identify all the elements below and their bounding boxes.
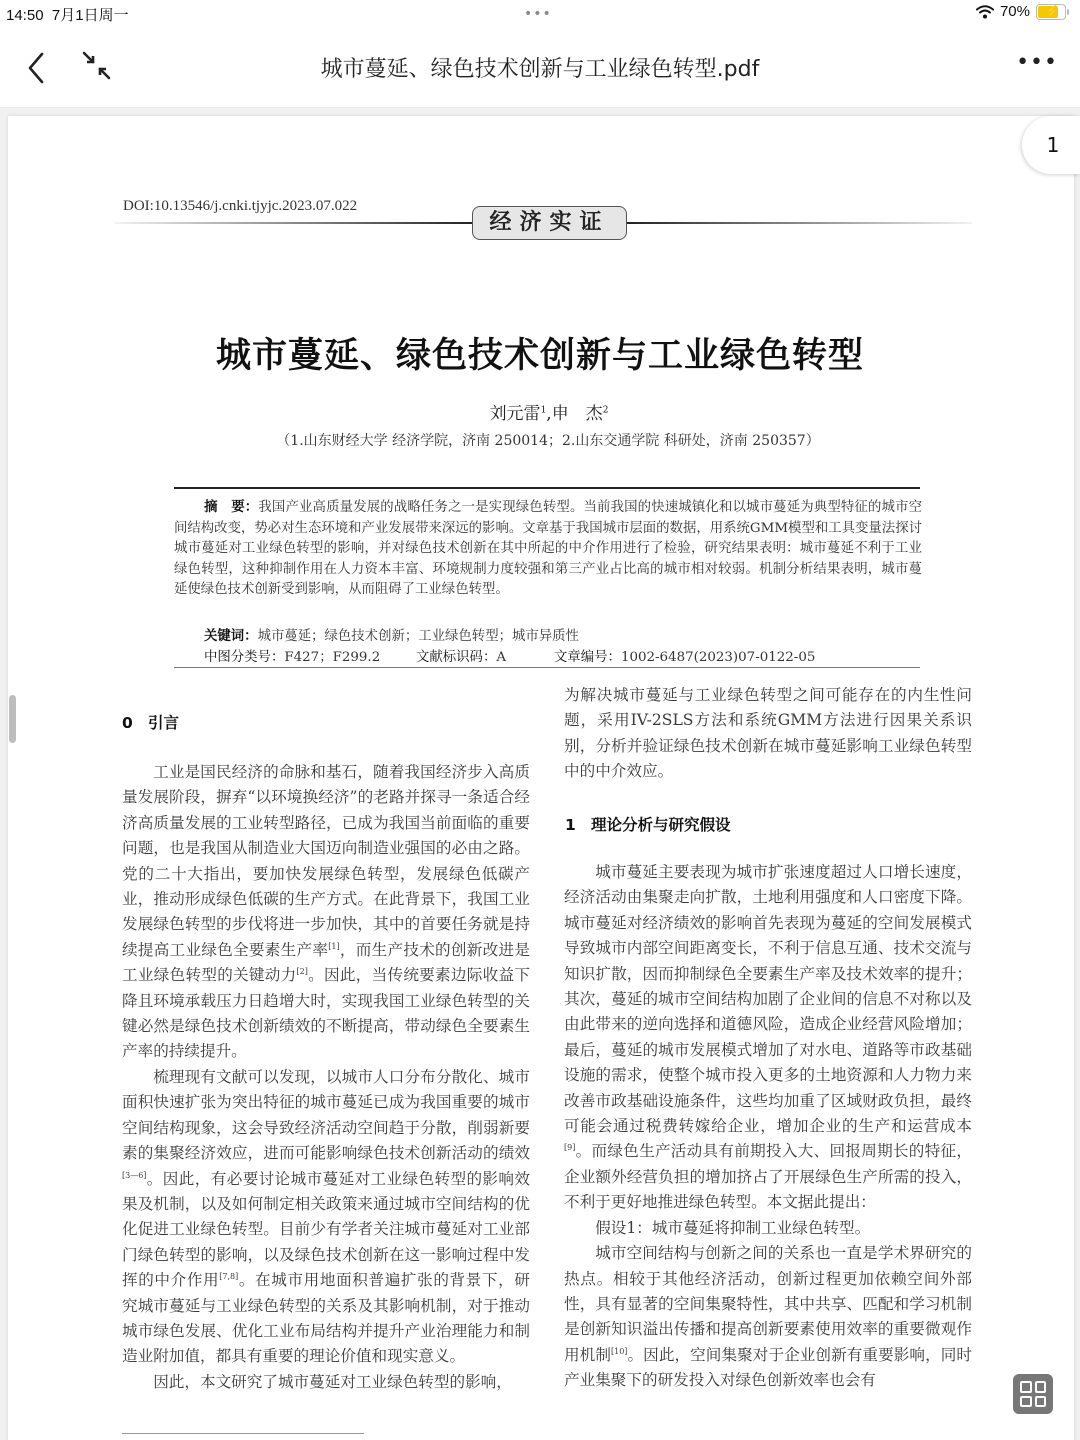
multitask-dots-icon[interactable]: ••• xyxy=(524,6,552,22)
authors: 刘元雷$^1$,申 杰$^2$ xyxy=(489,404,609,424)
status-indicators xyxy=(976,3,1066,20)
divider xyxy=(115,222,473,224)
grid-icon xyxy=(1020,1381,1032,1393)
section-heading-theory: 1 理论分析与研究假设 xyxy=(565,816,731,834)
paragraph: 城市蔓延主要表现为城市扩张速度超过人口增长速度，经济活动由集聚走向扩散，土地利用强度和人口密度下降。城市蔓延对经济绩效的影响首先表现为蔓延的空间发展模式导致城市内部空间距离变长，不利于信息互通、技术交流与知识扩散，因而抑制绿色全要素生产率及技术效率的提升；其次，蔓延的城市空间结构加剧了企业间的信息不对称以及由此带来的逆向选择和道德风险，造成企业经营风险增加；最后，蔓延的城市发展模式增加了对水电、道路等市政基础设施的需求，使整个城市投入更多的土地资源和人力物力来改善市政基础设施条件，这些均加重了区域财政负担，最终可能会通过税费转嫁给企业，增加企业的生产和运营成本[9]。而绿色生产活动具有前期投入大、回报周期长的特征，企业额外经营负担的增加挤占了开展绿色生产所需的投入，不利于更好地推进绿色转型。本文据此提出： xyxy=(564,863,972,1212)
thumbnail-grid-button[interactable] xyxy=(1013,1374,1053,1414)
divider xyxy=(174,667,920,668)
affiliation: （1.山东财经大学 经济学院，济南 250014；2.山东交通学院 科研处，济南 250357） xyxy=(276,433,820,449)
paragraph: 因此，本文研究了城市蔓延对工业绿色转型的影响， xyxy=(153,1372,512,1391)
status-time: 14:50 7月1日周一 xyxy=(6,7,129,24)
footnote-divider xyxy=(122,1433,364,1434)
page-number-badge[interactable]: 1 xyxy=(1022,116,1080,174)
status-bar xyxy=(0,0,1080,28)
section-heading-intro: 0 引言 xyxy=(122,714,180,732)
more-options-button[interactable]: ••• xyxy=(1016,50,1058,75)
section-tag: 经济实证 xyxy=(472,206,627,240)
charging-bolt-icon: ⚡ xyxy=(1045,3,1060,18)
nav-bar xyxy=(0,28,1080,108)
paragraph: 梳理现有文献可以发现，以城市人口分布分散化、城市面积快速扩张为突出特征的城市蔓延已成为我国重要的城市空间结构现象，这会导致经济活动空间趋于分散，削弱新要素的集聚经济效应，进而可能影响绿色技术创新活动的绩效[3—6]。因此，有必要讨论城市蔓延对工业绿色转型的影响效果及机制，以及如何制定相关政策来通过城市空间结构的优化促进工业绿色转型。目前少有学者关注城市蔓延对工业部门绿色转型的影响，以及绿色技术创新在这一影响过程中发挥的中介作用[7,8]。在城市用地面积普遍扩张的背景下，研究城市蔓延与工业绿色转型的关系及其影响机制，对于推动城市绿色发展、优化工业布局结构并提升产业治理能力和制造业附加值，都具有重要的理论价值和现实意义。 xyxy=(122,1067,530,1366)
wifi-icon xyxy=(976,5,994,19)
classification-line: 中图分类号：F427；F299.2 文献标识码：A 文章编号：1002-6487(2023)07-0122-05 xyxy=(204,650,816,665)
paragraph: 为解决城市蔓延与工业绿色转型之间可能存在的内生性问题，采用IV-2SLS方法和系统GMM方法进行因果关系识别，分析并验证绿色技术创新在城市蔓延影响工业绿色转型中的中介效应。 xyxy=(564,686,972,781)
scroll-indicator[interactable] xyxy=(9,695,16,743)
divider xyxy=(174,487,920,489)
paragraph: 工业是国民经济的命脉和基石，随着我国经济步入高质量发展阶段，摒弃“以环境换经济”的老路并探寻一条适合经济高质量发展的工业转型路径，已成为我国当前面临的重要问题，也是我国从制造业大国迈向制造业强国的必由之路。党的二十大指出，要加快发展绿色转型，发展绿色低碳产业，推动形成绿色低碳的生产方式。在此背景下，我国工业发展绿色转型的步伐将进一步加快，其中的首要任务就是持续提高工业绿色全要素生产率[1]，而生产技术的创新改进是工业绿色转型的关键动力[2]。因此，当传统要素边际收益下降且环境承载压力日趋增大时，实现我国工业绿色转型的关键必然是绿色技术创新绩效的不断提高，带动绿色全要素生产率的持续提升。 xyxy=(122,763,530,1061)
abstract-label: 摘 要： xyxy=(204,500,259,515)
paragraph: 城市空间结构与创新之间的关系也一直是学术界研究的热点。相较于其他经济活动，创新过程更加依赖空间外部性，具有显著的空间集聚特性，其中共享、匹配和学习机制是创新知识溢出传播和提高创新要素使用效率的重要微观作用机制[10]。因此，空间集聚对于企业创新有重要影响，同时产业集聚下的研发投入对绿色创新效率也会有 xyxy=(564,1244,972,1390)
divider xyxy=(627,222,972,224)
abstract xyxy=(174,498,922,601)
battery-percent: 70% xyxy=(999,3,1030,20)
author-name: 申 杰 xyxy=(551,404,603,424)
paper-title: 城市蔓延、绿色技术创新与工业绿色转型 xyxy=(215,336,864,376)
abstract-text: 我国产业高质量发展的战略任务之一是实现绿色转型。当前我国的快速城镇化和以城市蔓延为典型特征的城市空间结构改变，势必对生态环境和产业发展带来深远的影响。文章基于我国城市层面的数据，用系统GMM模型和工具变量法探讨城市蔓延对工业绿色转型的影响，并对绿色技术创新在其中所起的中介作用进行了检验，研究结果表明：城市蔓延不利于工业绿色转型，这种抑制作用在人力资本丰富、环境规制力度较强和第三产业占比高的城市相对较弱。机制分析结果表明，城市蔓延使绿色技术创新受到影响，从而阻碍了工业绿色转型。 xyxy=(174,500,923,598)
battery-icon xyxy=(1036,4,1066,20)
document-title: 城市蔓延、绿色技术创新与工业绿色转型.pdf xyxy=(320,57,760,82)
keywords: 关键词：城市蔓延；绿色技术创新；工业绿色转型；城市异质性 xyxy=(204,629,579,644)
hypothesis: 假设1：城市蔓延将抑制工业绿色转型。 xyxy=(595,1218,871,1237)
left-column xyxy=(122,760,530,1395)
doi: DOI:10.13546/j.cnki.tjyjc.2023.07.022 xyxy=(123,198,358,214)
author-name: 刘元雷 xyxy=(489,404,541,424)
